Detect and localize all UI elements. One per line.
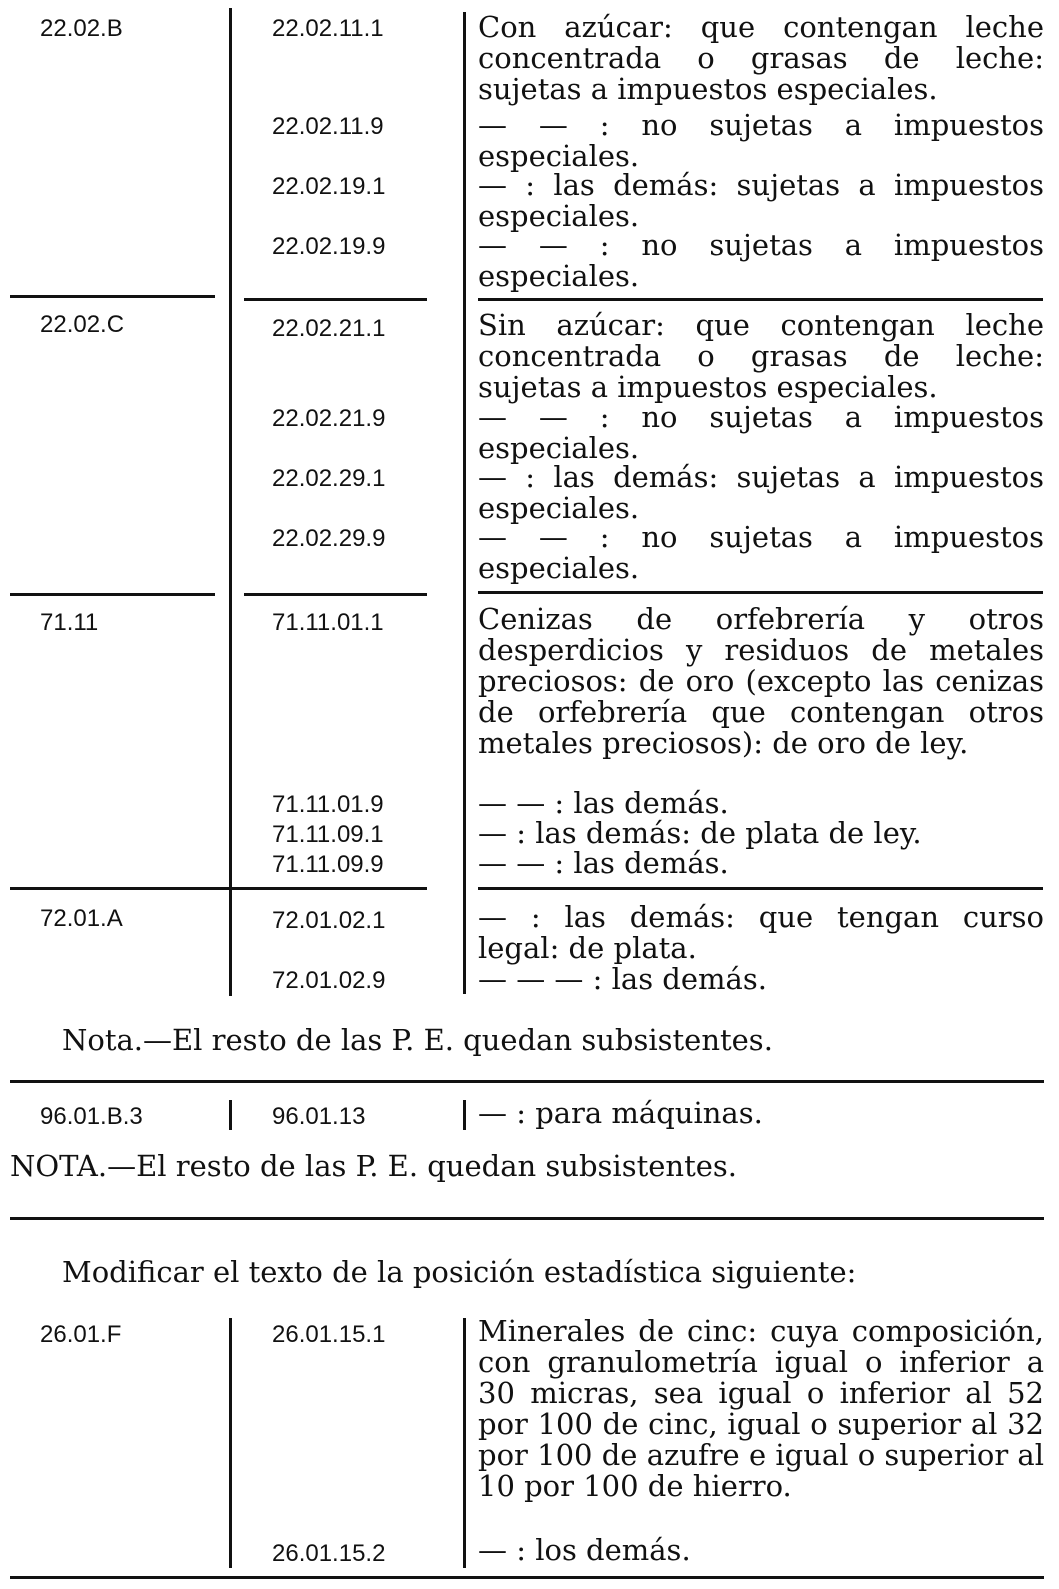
position-code: 72.01.A [40,905,123,932]
subheading-code: 96.01.13 [272,1103,366,1130]
subheading-code: 71.11.01.1 [272,609,384,636]
description: — : las demás: sujetas a impuestos especiales. [478,168,1044,233]
description: — : las demás: que tengan curso legal: de plata. [478,900,1044,965]
description: — — — : las demás. [478,962,767,996]
section-divider [10,1576,1044,1579]
column-divider [229,8,232,996]
description: — — : las demás. [478,846,729,880]
column-divider [463,12,466,994]
description: — — : no sujetas a impuestos especiales. [478,108,1044,173]
subheading-code: 22.02.21.9 [272,405,386,432]
description-text: Con azúcar: que contengan leche concentrada o grasas de leche: sujetas a impuestos especiales. [478,10,1044,106]
position-code: 22.02.B [40,15,123,42]
description: Minerales de cinc: cuya composición, con granulometría igual o inferior a 30 micras, sea igual o inferior al 52 por 100 de cinc, igual o superior al 32 por 100 de azufre e igual o superior al 10 por 100 de hierro. [478,1314,1044,1503]
section-divider [10,1217,1044,1220]
position-code: 96.01.B.3 [40,1103,143,1130]
note-text: Nota.—El resto de las P. E. quedan subsistentes. [62,1023,773,1057]
description: — — : las demás. [478,786,729,820]
subheading-code: 72.01.02.1 [272,907,386,934]
subheading-code: 26.01.15.1 [272,1321,386,1348]
row-divider [10,887,245,890]
description: — — : no sujetas a impuestos especiales. [478,520,1044,585]
section-divider [10,1080,1044,1083]
description: — — : no sujetas a impuestos especiales. [478,228,1044,293]
row-divider [478,887,1043,890]
subheading-code: 22.02.29.9 [272,525,386,552]
row-divider [478,591,1043,594]
row-divider [10,295,215,298]
description: — : las demás: sujetas a impuestos especiales. [478,460,1044,525]
description: Cenizas de orfebrería y otros desperdicios y residuos de metales preciosos: de oro (excepto las cenizas de orfebrería que contengan otros metales preciosos): de oro de ley. [478,602,1044,760]
intro-text: Modificar el texto de la posición estadística siguiente: [62,1255,857,1289]
row-divider [10,593,215,596]
subheading-code: 22.02.19.1 [272,173,386,200]
row-divider [478,298,1043,301]
description: — : las demás: de plata de ley. [478,816,922,850]
subheading-code: 22.02.19.9 [272,233,386,260]
column-divider [229,1318,232,1568]
row-divider [244,887,427,890]
description [478,12,1044,105]
row-divider [244,593,427,596]
subheading-code: 22.02.29.1 [272,465,386,492]
subheading-code: 71.11.09.9 [272,851,384,878]
subheading-code: 72.01.02.9 [272,967,386,994]
position-code: 26.01.F [40,1321,122,1348]
subheading-code: 22.02.11.1 [272,15,384,42]
subheading-code: 22.02.11.9 [272,113,384,140]
subheading-code: 71.11.01.9 [272,791,384,818]
note-text: NOTA.—El resto de las P. E. quedan subsistentes. [10,1149,737,1183]
subheading-code: 22.02.21.1 [272,315,386,342]
position-code: 22.02.C [40,311,125,338]
row-divider [244,298,427,301]
subheading-code: 26.01.15.2 [272,1540,386,1567]
description: — — : no sujetas a impuestos especiales. [478,400,1044,465]
column-divider [463,1318,466,1568]
description: Sin azúcar: que contengan leche concentrada o grasas de leche: sujetas a impuestos especiales. [478,308,1044,404]
column-divider [229,1100,232,1130]
subheading-code: 71.11.09.1 [272,821,384,848]
position-code: 71.11 [40,609,99,636]
description: — : para máquinas. [478,1096,763,1130]
column-divider [463,1100,466,1130]
description: — : los demás. [478,1533,691,1567]
